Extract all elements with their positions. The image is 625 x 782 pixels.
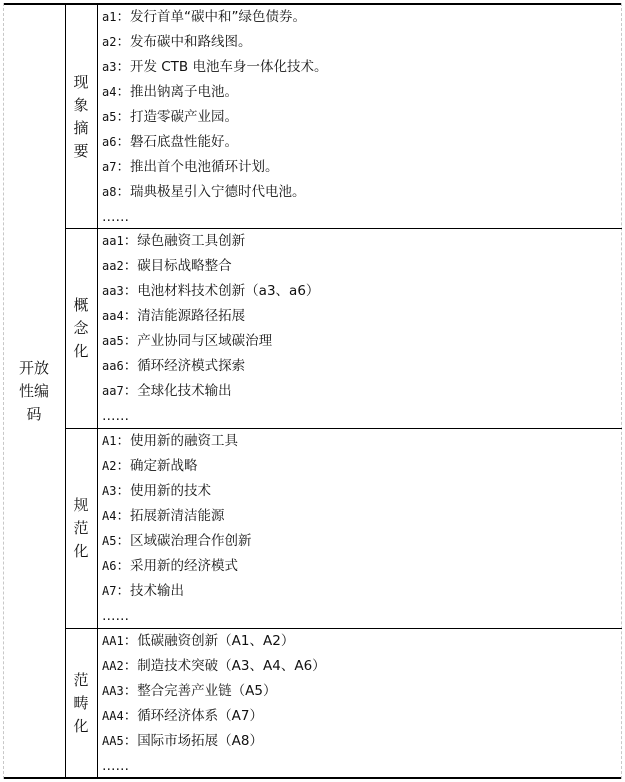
category-cell xyxy=(3,3,65,779)
list-item: A5：区域碳治理合作创新 xyxy=(102,533,252,549)
list-item: aa6：循环经济模式探索 xyxy=(102,358,246,374)
stage-label: 范畴化 xyxy=(73,670,89,735)
ellipsis: …… xyxy=(102,758,129,774)
list-item: a8：瑞典极星引入宁德时代电池。 xyxy=(102,184,306,200)
list-item: a7：推出首个电池循环计划。 xyxy=(102,159,279,175)
column-divider-2 xyxy=(97,3,98,779)
stage-items-categorization xyxy=(102,629,617,779)
list-item: a6：磐石底盘性能好。 xyxy=(102,134,238,150)
stage-label: 现象摘要 xyxy=(73,72,89,160)
list-item: a1：发行首单“碳中和”绿色债券。 xyxy=(102,9,306,25)
stage-label-cell xyxy=(65,629,97,777)
list-item: a2：发布碳中和路线图。 xyxy=(102,34,252,50)
stage-label: 概念化 xyxy=(73,296,89,360)
list-item: aa2：碳目标战略整合 xyxy=(102,258,232,274)
stage-label-cell xyxy=(65,5,97,228)
stage-label-cell xyxy=(65,229,97,428)
list-item: AA2：制造技术突破（A3、A4、A6） xyxy=(102,658,326,674)
list-item: a4：推出钠离子电池。 xyxy=(102,84,238,100)
list-item: aa3：电池材料技术创新（a3、a6） xyxy=(102,283,320,299)
list-item: A2：确定新战略 xyxy=(102,458,198,474)
ellipsis: …… xyxy=(102,209,129,225)
list-item: AA4：循环经济体系（A7） xyxy=(102,708,264,724)
list-item: a3：开发 CTB 电池车身一体化技术。 xyxy=(102,59,328,75)
list-item: AA5：国际市场拓展（A8） xyxy=(102,733,264,749)
list-item: aa4：清洁能源路径拓展 xyxy=(102,308,246,324)
list-item: aa7：全球化技术输出 xyxy=(102,383,232,399)
list-item: A3：使用新的技术 xyxy=(102,483,211,499)
ellipsis: …… xyxy=(102,408,129,424)
stage-items-phenomenon-summary xyxy=(102,5,617,230)
list-item: AA3：整合完善产业链（A5） xyxy=(102,683,277,699)
table-right-border xyxy=(621,3,622,779)
open-coding-table xyxy=(3,3,622,779)
list-item: A7：技术输出 xyxy=(102,583,184,599)
ellipsis: …… xyxy=(102,608,129,624)
stage-label: 规范化 xyxy=(73,496,89,560)
list-item: aa5：产业协同与区域碳治理 xyxy=(102,333,273,349)
category-label: 开放性编码 xyxy=(18,358,49,423)
stage-items-conceptualization xyxy=(102,229,617,429)
list-item: A6：采用新的经济模式 xyxy=(102,558,238,574)
list-item: a5：打造零碳产业园。 xyxy=(102,109,238,125)
stage-label-cell xyxy=(65,429,97,628)
stage-items-normalization xyxy=(102,429,617,629)
list-item: aa1：绿色融资工具创新 xyxy=(102,233,246,249)
list-item: AA1：低碳融资创新（A1、A2） xyxy=(102,633,295,649)
list-item: A1：使用新的融资工具 xyxy=(102,433,238,449)
list-item: A4：拓展新清洁能源 xyxy=(102,508,225,524)
